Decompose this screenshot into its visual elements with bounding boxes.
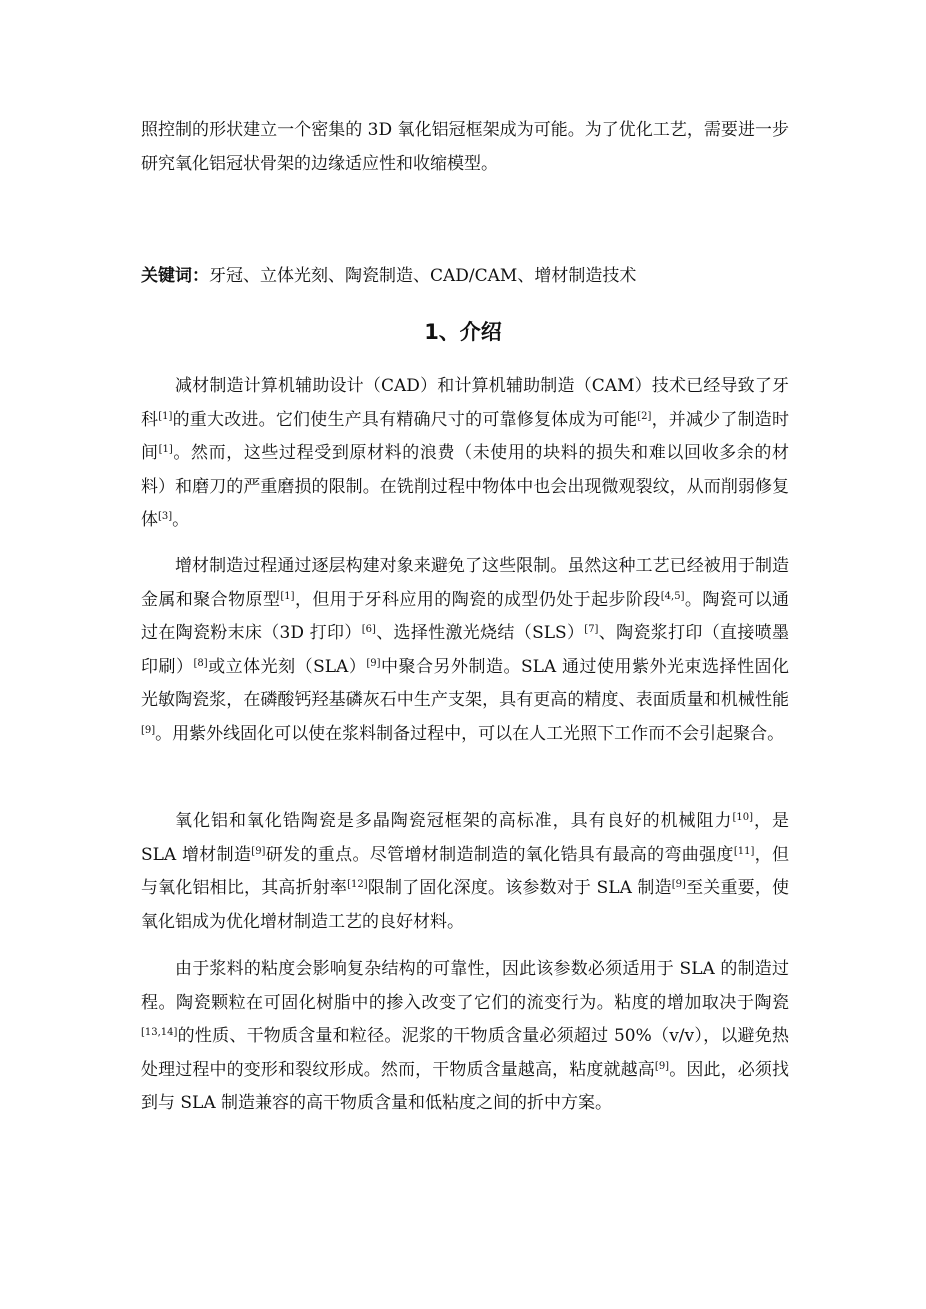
citation-marker: [13,14]: [141, 1027, 178, 1038]
citation-marker: [12]: [347, 879, 368, 890]
citation-marker: [9]: [671, 879, 686, 890]
keywords-label: 关键词：: [141, 266, 209, 286]
body-paragraph-1: 减材制造计算机辅助设计（CAD）和计算机辅助制造（CAM）技术已经导致了牙科[1]的重大改进。它们使生产具有精确尺寸的可靠修复体成为可能[2]，并减少了制造时间[1]。然而，这些过程受到原材料的浪费（未使用的块料的损失和难以回收多余的材料）和磨刀的严重磨损的限制。在铣削过程中物体中也会出现微观裂纹，从而削弱修复体[3]。: [141, 376, 790, 530]
body-paragraph-4: 由于浆料的粘度会影响复杂结构的可靠性，因此该参数必须适用于 SLA 的制造过程。陶瓷颗粒在可固化树脂中的掺入改变了它们的流变行为。粘度的增加取决于陶瓷[13,14]的性质、干物质含量和粒径。泥浆的干物质含量必须超过 50%（v/v），以避免热处理过程中的变形和裂纹形成。然而，干物质含量越高，粘度就越高[9]。因此，必须找到与 SLA 制造兼容的高干物质含量和低粘度之间的折中方案。: [141, 959, 790, 1113]
citation-marker: [3]: [158, 511, 173, 522]
citation-marker: [1]: [158, 444, 173, 455]
citation-marker: [1]: [280, 590, 295, 602]
body-paragraph-2: 增材制造过程通过逐层构建对象来避免了这些限制。虽然这种工艺已经被用于制造金属和聚合物原型[1]，但用于牙科应用的陶瓷的成型仍处于起步阶段[4,5]。陶瓷可以通过在陶瓷粉末床（3D 打印）[6]、选择性激光烧结（SLS）[7]、陶瓷浆打印（直接喷墨印刷）[8]或立体光刻（SLA）[9]中聚合另外制造。SLA 通过使用紫外光束选择性固化光敏陶瓷浆，在磷酸钙羟基磷灰石中生产支架，具有更高的精度、表面质量和机械性能[9]。用紫外线固化可以使在浆料制备过程中，可以在人工光照下工作而不会引起聚合。: [141, 556, 790, 744]
citation-marker: [9]: [366, 657, 381, 669]
citation-marker: [8]: [193, 657, 208, 669]
keywords-text: 牙冠、立体光刻、陶瓷制造、CAD/CAM、增材制造技术: [209, 266, 637, 286]
citation-marker: [10]: [732, 812, 754, 823]
citation-marker: [11]: [733, 845, 755, 857]
citation-marker: [9]: [251, 845, 266, 857]
citation-marker: [4,5]: [660, 590, 685, 602]
keywords-line: [141, 260, 789, 294]
abstract-tail-paragraph: 照控制的形状建立一个密集的 3D 氧化铝冠框架成为可能。为了优化工艺，需要进一步研究氧化铝冠状骨架的边缘适应性和收缩模型。: [141, 120, 789, 174]
body-paragraph-3: 氧化铝和氧化锆陶瓷是多晶陶瓷冠框架的高标准，具有良好的机械阻力[10]，是 SLA 增材制造[9]研发的重点。尽管增材制造制造的氧化锆具有最高的弯曲强度[11]，但与氧化铝相比，其高折射率[12]限制了固化深度。该参数对于 SLA 制造[9]至关重要，使氧化铝成为优化增材制造工艺的良好材料。: [141, 811, 790, 932]
citation-marker: [9]: [654, 1060, 670, 1072]
section-heading: 1、介绍: [424, 320, 502, 344]
citation-marker: [9]: [141, 724, 156, 736]
citation-marker: [7]: [584, 624, 599, 635]
citation-marker: [1]: [158, 410, 173, 422]
citation-marker: [2]: [637, 410, 652, 422]
citation-marker: [6]: [361, 624, 376, 635]
